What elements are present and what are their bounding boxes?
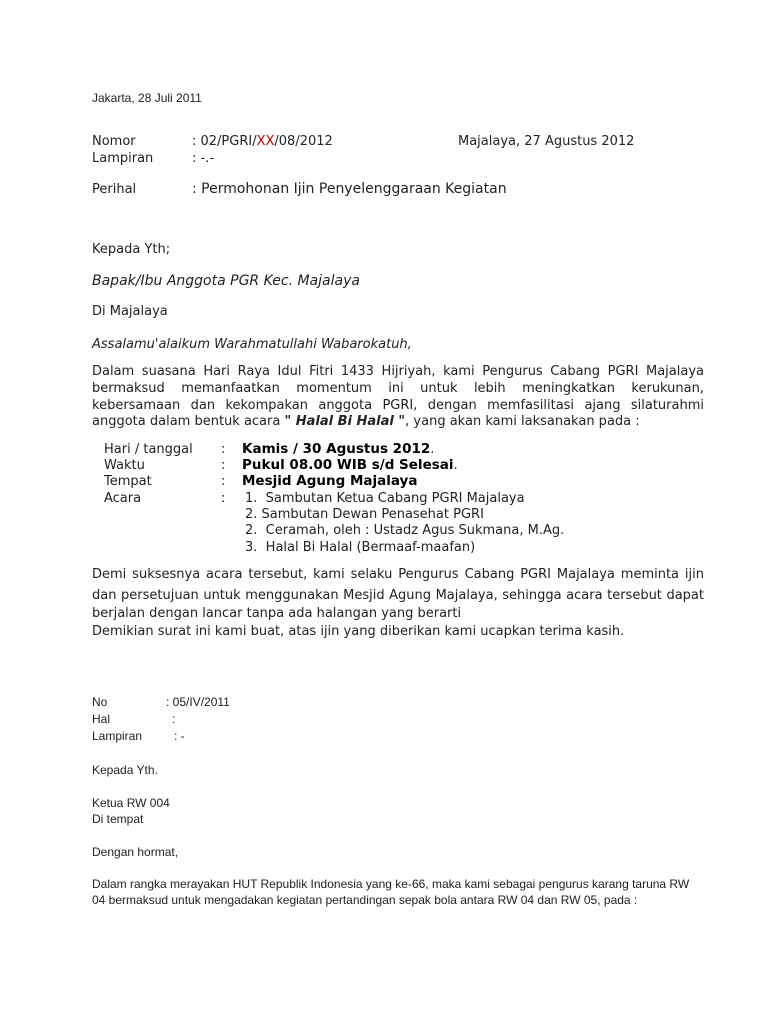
body-line-1: Dalam suasana Hari Raya Idul Fitri 1433 Hijriyah, kami Pengurus Cabang PGRI Majalaya (92, 364, 704, 379)
detail-colon: : (221, 458, 226, 473)
letter2-body-line-2: 04 bermaksud untuk mengadakan kegiatan pertandingan sepak bola antara RW 04 dan RW 05, pada : (92, 893, 638, 907)
closing-line-1: Demi suksesnya acara tersebut, kami selaku Pengurus Cabang PGRI Majalaya meminta ijin (92, 567, 704, 582)
salutation: Dengan hormat, (92, 845, 179, 859)
body-line-2: bermaksud memanfaatkan momentum ini untuk lebih meningkatkan kerukunan, (92, 381, 704, 396)
lampiran2-label: Lampiran (92, 729, 143, 743)
detail-label-program: Acara (104, 491, 142, 506)
detail-colon: : (221, 442, 226, 457)
nomor-placeholder-mark: XX (256, 134, 275, 149)
detail-label-date: Hari / tanggal (104, 442, 193, 457)
detail-value-date: Kamis / 30 Agustus 2012. (242, 441, 435, 457)
perihal-value: : Permohonan Ijin Penyelenggaraan Kegiatan (192, 181, 507, 197)
location-line: Di Majalaya (92, 304, 168, 319)
closing-line-4: Demikian surat ini kami buat, atas ijin yang diberikan kami ucapkan terima kasih. (92, 624, 625, 639)
letter2-body-line-1: Dalam rangka merayakan HUT Republik Indonesia yang ke-66, maka kami sebagai pengurus karang taruna RW (92, 877, 690, 891)
detail-label-place: Tempat (104, 474, 152, 489)
nomor-value: : 02/PGRI/XX/08/2012 (192, 134, 333, 149)
detail-colon: : (221, 474, 226, 489)
lampiran-value: : -.- (192, 151, 215, 166)
addressee2: Ketua RW 004 (92, 796, 170, 810)
lampiran2-value: : - (174, 729, 185, 743)
location2-line: Di tempat (92, 812, 144, 826)
date-line: Jakarta, 28 Juli 2011 (92, 91, 202, 105)
detail-label-time: Waktu (104, 458, 145, 473)
closing-line-2: dan persetujuan untuk menggunakan Mesjid Agung Majalaya, sehingga acara tersebut dapat (92, 588, 704, 603)
perihal-label: Perihal (92, 182, 137, 197)
closing-line-3: berjalan dengan lancar tanpa ada halangan yang berarti (92, 606, 462, 621)
detail-value-time: Pukul 08.00 WIB s/d Selesai. (242, 457, 458, 473)
detail-colon: : (221, 491, 226, 506)
program-item: 2. Sambutan Dewan Penasehat PGRI (245, 507, 484, 522)
lampiran-label: Lampiran (92, 151, 154, 166)
no-label: No (92, 695, 108, 709)
addressee: Bapak/Ibu Anggota PGR Kec. Majalaya (92, 273, 360, 289)
hal-value: : (172, 712, 176, 726)
place-date: Majalaya, 27 Agustus 2012 (458, 134, 635, 149)
kepada2-line: Kepada Yth. (92, 763, 158, 777)
event-name: " Halal Bi Halal " (284, 414, 406, 429)
body-line-4: anggota dalam bentuk acara " Halal Bi Halal ", yang akan kami laksanakan pada : (92, 414, 640, 429)
body-line-3: kebersamaan dan kekompakan anggota PGRI, dengan memfasilitasi ajang silaturahmi (92, 398, 704, 413)
detail-value-place: Mesjid Agung Majalaya (242, 473, 418, 489)
greeting: Assalamu'alaikum Warahmatullahi Wabarokatuh, (92, 337, 412, 352)
nomor-label: Nomor (92, 134, 136, 149)
program-item: 3. Halal Bi Halal (Bermaaf-maafan) (245, 540, 476, 555)
hal-label: Hal (92, 712, 111, 726)
kepada-line: Kepada Yth; (92, 242, 171, 257)
no-value: : 05/IV/2011 (166, 695, 230, 709)
program-item: 2. Ceramah, oleh : Ustadz Agus Sukmana, M.Ag. (245, 523, 565, 538)
program-item: 1. Sambutan Ketua Cabang PGRI Majalaya (245, 491, 525, 506)
